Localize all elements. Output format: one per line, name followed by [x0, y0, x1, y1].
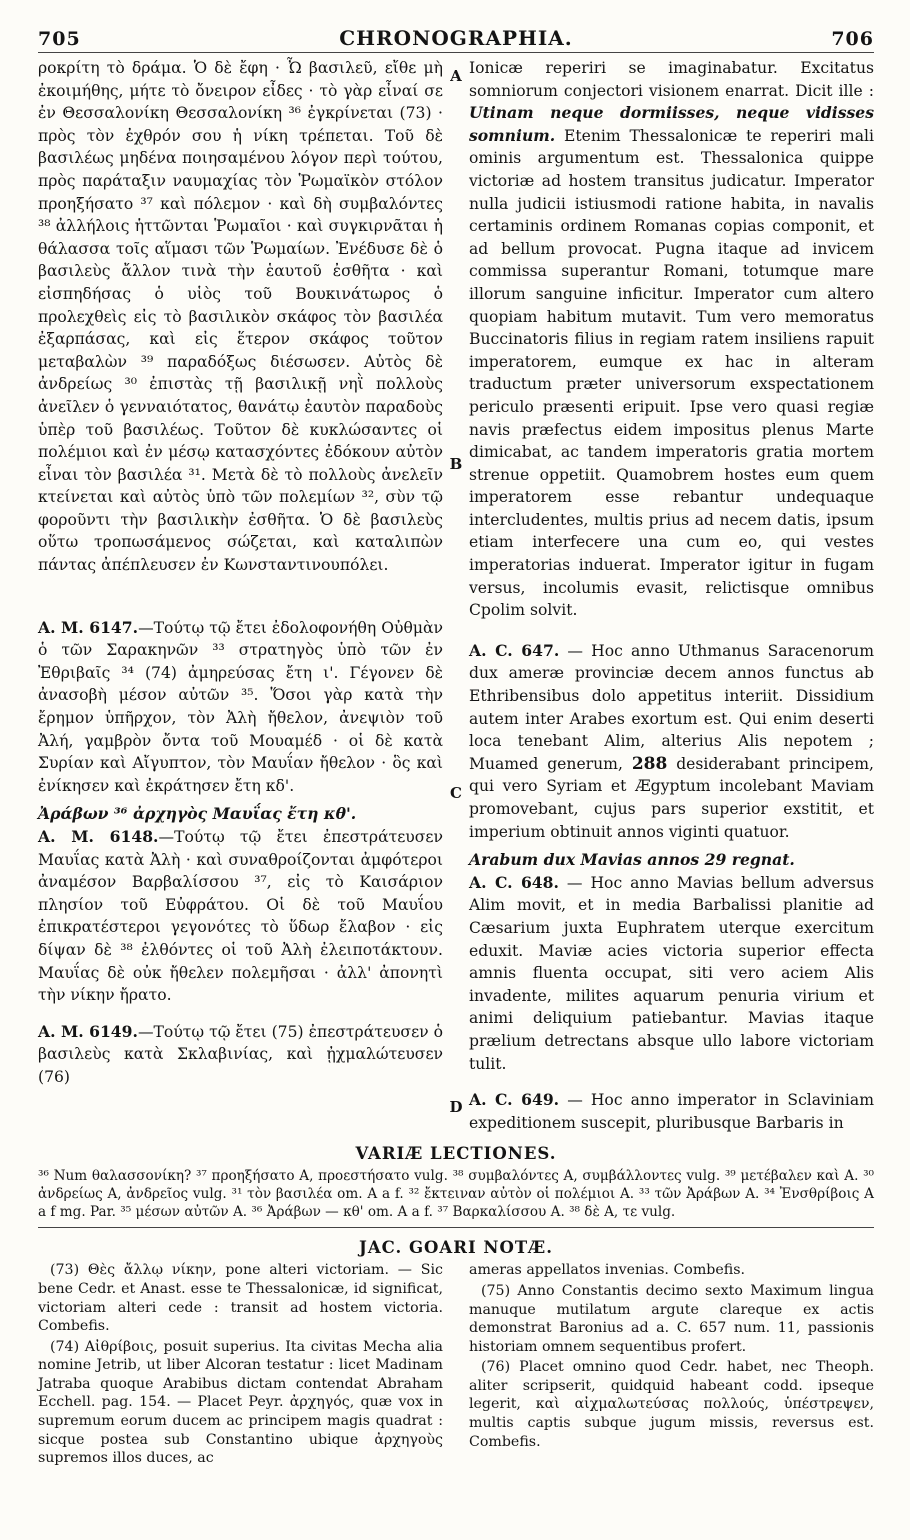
greek-column — [38, 57, 443, 1134]
notes-columns — [38, 1261, 874, 1470]
page-marker: 288 — [631, 753, 668, 774]
note-75: (75) Anno Constantis decimo sexto Maximum lingua manuque mutilatum argute clareque ex actis demonstrat Baronius ad a. C. 657 num. 11, passionis historiam omnem sequentibus profert. — [469, 1282, 874, 1355]
am-6149-label: A. M. 6149. — [38, 1021, 138, 1041]
note-76: (76) Placet omnino quod Cedr. habet, nec Theoph. aliter scripserit, quidquid habeant codd. ipseque legerit, καὶ αἰχμαλωτεύσας πολλούς, ὑπέστρεψεν, multis captis subque jugum missis, reversus est. Combefis. — [469, 1359, 874, 1450]
note-74: (74) Αἰθρίβοις, posuit superius. Ita civitas Mecha alia nomine Jetrib, ut liber Alcoran testatur : licet Madinam Jatraba quoque Arabibus dictam contendat Abraham Ecchell. pag. 154. — Placet Peyr. ἀρχηγός, quæ vox in supremum eorum ducem ac principem magis quadrat : sicque postea sub Constantino ubique ἀρχηγοὺς supremos illos duces, ac — [38, 1338, 443, 1467]
left-page-number: 705 — [38, 28, 81, 50]
latin-paragraph-2b-text: desiderabant principem, qui vero Syriam et Ægyptum incolebant Maviam promovebant, cujus pars superior exstitit, et imperium obtinuit annos viginti quatuor. — [469, 754, 874, 841]
greek-heading: Ἀράβων ³⁶ ἀρχηγὸς Μαυΐας ἔτη κθ'. — [38, 804, 357, 824]
page — [38, 26, 874, 1470]
latin-paragraph-1 — [469, 57, 874, 622]
am-6147-label: A. M. 6147. — [38, 617, 139, 637]
latin-heading: Arabum dux Mavias annos 29 regnat. — [469, 850, 795, 870]
latin-paragraph-2 — [469, 640, 874, 843]
siglum-a: A — [450, 67, 462, 85]
ac-648-label: A. C. 648. — [469, 872, 559, 892]
am-6148-label: A. M. 6148. — [38, 827, 159, 846]
latin-dream-quote: Utinam neque dormiisses, neque vidisses somnium. — [469, 103, 874, 145]
latin-column — [469, 57, 874, 1134]
greek-paragraph-2-text: —Τούτῳ τῷ ἔτει ἐδολοφονήθη Οὐθμὰν ὁ τῶν Σαρακηνῶν ³³ στρατηγὸς ὑπὸ τῶν ἐν Ἐθριβαῖς ³⁴ (74) ἀμηρεύσας ἔτη ι'. Γέγονεν δὲ ἀνασοβὴ μέσον αὐτῶν ³⁵. Ὅσοι γὰρ κατὰ τὴν ἔρημον ὑπῆρχον, τὸν Ἀλὴ ἤθελον, ἀνεψιὸν τοῦ Ἀλή, γαμβρὸν ὄντα τοῦ Μουαμέδ · οἱ δὲ κατὰ Συρίαν καὶ Αἴγυπτον, τὸν Μαυΐαν ἤθελον · ὃς καὶ ἐνίκησεν καὶ ἐκράτησεν ἔτη κδ'. — [38, 618, 443, 795]
running-title: CHRONOGRAPHIA. — [339, 26, 573, 50]
ac-649-label: A. C. 649. — [469, 1090, 560, 1110]
latin-paragraph-4-text: — Hoc anno imperator in Sclaviniam expeditionem suscepit, pluribusque Barbaris in — [469, 1091, 875, 1132]
latin-paragraph-2a-text: — Hoc anno Uthmanus Saracenorum dux ameræ provinciæ decem annos functus ab Ethribensibus dolo appetitus interiit. Dissidium autem inter Arabes exortum est. Qui enim deserti loca tenebant Alim, alterius Alis nepotem ; Muamed generum, — [469, 641, 874, 773]
greek-paragraph-1: ροκρίτη τὸ δράμα. Ὁ δὲ ἔφη · Ὦ βασιλεῦ, εἴθε μὴ ἐκοιμήθης, μήτε τὸ ὄνειρον εἶδες · τὸ γὰρ εἶναί σε ἐν Θεσσαλονίκη Θεσσαλονίκη ³⁶ ἐγκρίνεται (73) · πρὸς τὸν ἐχθρόν σου ἡ νίκη τρέπεται. Τοῦ δὲ βασιλέως μηδένα ποιησαμένου λόγον περὶ τούτου, πρὸς παράταξιν ναυμαχίας τὸν Ῥωμαϊκὸν στόλον προηξήσατο ³⁷ καὶ πόλεμον · καὶ δὴ συμβαλόντες ³⁸ ἀλλήλοις ἡττῶνται Ῥωμαῖοι · καὶ συγκιρνᾶται ἡ θάλασσα τοῖς αἵμασι τῶν Ῥωμαίων. Ἐνέδυσε δὲ ὁ βασιλεὺς ἄλλον τινὰ τὴν ἑαυτοῦ ἐσθῆτα · καὶ εἰσπηδήσας ὁ υἱὸς τοῦ Βουκινάτωρος ὁ προλεχθεὶς εἰς τὸ βασιλικὸν σκάφος τὸν βασιλέα ἐξαρπάσας, καὶ εἰς ἕτερον σκάφος τοῦτον μεταβαλὼν ³⁹ παραδόξως διέσωσεν. Αὐτὸς δὲ ἀνδρείως ³⁰ ἐπιστὰς τῇ βασιλικῇ νηῒ πολλοὺς ἀνεῖλεν ὁ γενναιότατος, θανάτῳ ἑαυτὸν παραδοὺς ὑπὲρ τοῦ βασιλέως. Τοῦτον δὲ κυκλώσαντες οἱ πολέμιοι καὶ ἐν μέσῳ κατασχόντες ἐδόκουν αὐτὸν εἶναι τὸν βασιλέα ³¹. Μετὰ δὲ τὸ πολλοὺς ἀνελεῖν κτείνεται καὶ αὐτὸς ὑπὸ τῶν πολεμίων ³², σὺν τῷ φοροῦντι τὴν βασιλικὴν ἐσθῆτα. Ὁ δὲ βασιλεὺς οὕτω τροπωσάμενος σώζεται, καὶ καταλιπὼν πάντας ἀπέπλευσεν ἐν Κωνσταντινουπόλει. — [38, 59, 443, 575]
siglum-d: D — [449, 1098, 463, 1116]
running-head — [38, 26, 874, 53]
main-columns — [38, 57, 874, 1134]
siglum-b: B — [449, 455, 463, 473]
note-73: (73) Θὲς ἄλλῳ νίκην, pone alteri victoriam. — Sic bene Cedr. et Anast. esse te Thessalonicæ, id significat, victoriam alteri cede : transit ad hostem victoria. Combefis. — [38, 1262, 443, 1335]
latin-paragraph-1b-text: Etenim Thessalonicæ te reperiri mali ominis argumentum est. Thessalonica quippe victoriæ ad hostem transitus judicatur. Imperator nulla judicii istiusmodi ratione habita, in navalis certaminis ordinem Romanas copias componit, et ad bellum provocat. Pugna itaque ad invicem commissa superantur Romani, totumque mare illorum sanguine inficitur. Imperator cum altero quopiam habitum mutavit. Tum vero memoratus Buccinatoris filius in regiam ratem insiliens rapuit imperatorem, eumque ex hac in alteram traductum præter universorum exspectationem periculo præsenti eripuit. Ipse vero quasi regiæ navis præfectus eidem impositus plenus Marte dimicabat, ac tandem imperatoris gratia mortem strenue oppetiit. Quamobrem hostes eum quem imperatorem esse rebantur undequaque intercludentes, multis prius ad necem datis, ipsum etiam interfecere una cum eo, qui vestes imperatorias induerat. Imperator igitur in fugam versus, incolumis evasit, relictisque omnibus Cpolim solvit. — [469, 126, 874, 620]
variae-lectiones-title: VARIÆ LECTIONES. — [355, 1144, 557, 1164]
right-page-number: 706 — [831, 28, 874, 50]
greek-paragraph-3-text: —Τούτῳ τῷ ἔτει ἐπεστράτευσεν Μαυΐας κατὰ Ἀλὴ · καὶ συναθροίζονται ἀμφότεροι ἀναμέσον Βαρβαλίσσου ³⁷, εἰς τὸ Καισάριον πλησίον τοῦ Εὐφράτου. Οἱ δὲ τοῦ Μαυΐου ἐπικρατέστεροι γεγονότες τὸ ὕδωρ ἔλαβον · εἰς δίψαν δὲ ³⁸ ἐλθόντες οἱ τοῦ Ἀλὴ ἐλειποτάκτουν. Μαυΐας δὲ οὐκ ἤθελεν πολεμῆσαι · ἀλλ' ἀπονητὶ τὴν νίκην ἤρατο. — [38, 828, 443, 1005]
notes-right-column — [469, 1261, 874, 1470]
variae-lectiones-text: ³⁶ Num θαλασσονίκη? ³⁷ προηξήσατο A, προεστήσατο vulg. ³⁸ συμβαλόντες A, συμβάλλοντες vulg. ³⁹ μετέβαλεν καὶ A. ³⁰ ἀνδρείως A, ἀνδρεῖος vulg. ³¹ τὸν βασιλέα om. A a f. ³² ἔκτειναν αὐτὸν οἱ πολέμιοι A. ³³ τῶν Ἀράβων A. ³⁴ Ἐνσθρίβοις A a f mg. Par. ³⁵ μέσων αὐτῶν A. ³⁶ Ἀράβων — κθ' om. A a f. ³⁷ Βαρκαλίσσου A. ³⁸ δὲ A, τε vulg. — [38, 1167, 874, 1228]
goari-notae-title: JAC. GOARI NOTÆ. — [359, 1238, 553, 1258]
latin-paragraph-4 — [469, 1089, 874, 1134]
greek-paragraph-4-text: —Τούτῳ τῷ ἔτει (75) ἐπεστράτευσεν ὁ βασιλεὺς κατὰ Σκλαβινίας, καὶ ᾐχμαλώτευσεν (76) — [38, 1022, 443, 1086]
latin-paragraph-1-text: Ioniсæ reperiri se imaginabatur. Excitatus somniorum conjectori visionem enarrat. Dicit ille : — [469, 59, 874, 100]
note-74-continued: ameras appellatos invenias. Combefis. — [469, 1262, 746, 1279]
greek-paragraph-2 — [38, 617, 443, 798]
siglum-c: C — [450, 784, 462, 802]
greek-paragraph-4 — [38, 1021, 443, 1089]
ac-647-label: A. C. 647. — [469, 640, 560, 660]
greek-paragraph-3 — [38, 826, 443, 1007]
latin-paragraph-3 — [469, 872, 874, 1075]
latin-paragraph-3-text: — Hoc anno Mavias bellum adversus Alim movit, et in media Barbalissi planitie ad Cæsarium juxta Euphratem uterque exercitum eduxit. Maviæ acies victoria superior effecta amnis fluenta occupat, siti vero aciem Alis invadente, milites aquarum penuria virium et animi deliquium patiebantur. Mavias itaque prælium detrectans absque ullo labore victoriam tulit. — [469, 873, 874, 1073]
notes-left-column — [38, 1261, 443, 1470]
